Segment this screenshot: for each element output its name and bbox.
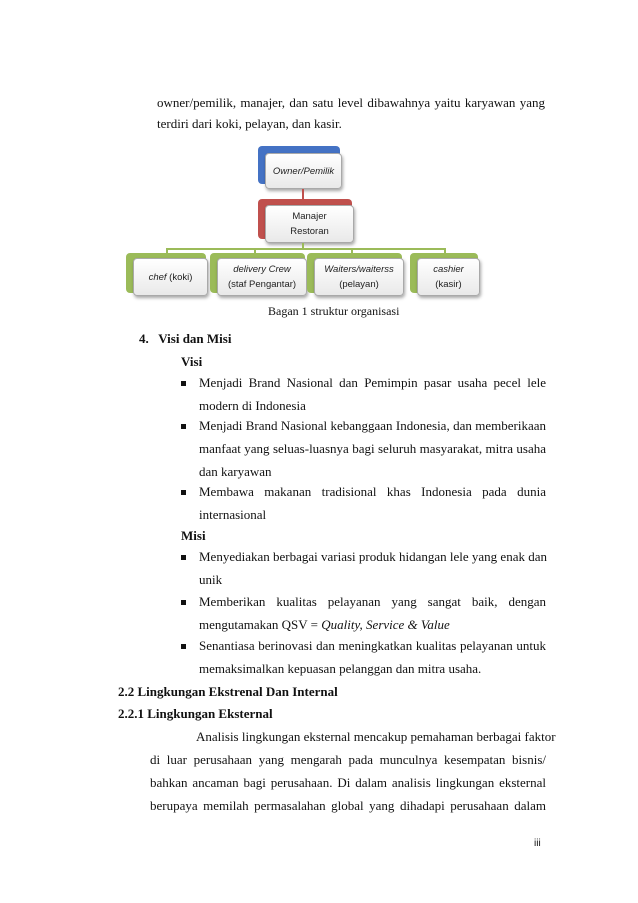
visi-3-line-1: Membawa makanan tradisional khas Indonesia pada dunia bbox=[199, 484, 546, 499]
chef-label-italic: chef bbox=[148, 271, 167, 283]
qsv-text: Quality, Service & Value bbox=[321, 617, 450, 632]
manager-label-1: Manajer bbox=[292, 211, 327, 222]
delivery-label-1: delivery Crew bbox=[233, 264, 291, 275]
cashier-label-1: cashier bbox=[433, 264, 464, 275]
misi-2-line-1: Memberikan kualitas pelayanan yang sangat baik, dengan bbox=[199, 594, 546, 609]
connector-horizontal bbox=[166, 248, 446, 250]
misi-3-line-2: memaksimalkan kepuasan pelanggan dan mitra usaha. bbox=[199, 661, 482, 676]
manager-label-2: Restoran bbox=[290, 226, 329, 237]
visi-2-line-1: Menjadi Brand Nasional kebanggaan Indonesia, dan memberikaan bbox=[199, 418, 546, 433]
chef-node bbox=[133, 258, 208, 296]
para-line-4: berupaya memilah permasalahan global yang dihadapi perusahaan dalam bbox=[150, 798, 546, 813]
waiters-label-1: Waiters/waiterss bbox=[324, 264, 394, 275]
page-number: iii bbox=[534, 838, 541, 849]
chef-label-rest: (koki) bbox=[166, 271, 193, 283]
para-line-1: Analisis lingkungan eksternal mencakup pemahaman berbagai faktor bbox=[196, 729, 556, 744]
waiters-label-2: (pelayan) bbox=[339, 279, 379, 290]
delivery-node bbox=[217, 258, 307, 296]
visi-1-line-2: modern di Indonesia bbox=[199, 398, 306, 413]
cashier-node bbox=[417, 258, 480, 296]
owner-label: Owner/Pemilik bbox=[272, 165, 335, 177]
misi-1-line-2: unik bbox=[199, 572, 223, 587]
visi-1-line-1: Menjadi Brand Nasional dan Pemimpin pasar usaha pecel lele bbox=[199, 375, 546, 390]
section-2-2-1-heading: 2.2.1 Lingkungan Eksternal bbox=[118, 706, 273, 721]
para-line-3: bahkan ancaman bagi perusahaan. Di dalam analisis lingkungan eksternal bbox=[150, 775, 546, 790]
visi-bullet-3 bbox=[181, 490, 186, 495]
misi-bullet-1 bbox=[181, 555, 186, 560]
waiters-node bbox=[314, 258, 404, 296]
visi-bullet-2 bbox=[181, 424, 186, 429]
visi-title: Visi bbox=[181, 354, 203, 369]
visi-3-line-2: internasional bbox=[199, 507, 267, 522]
chart-caption: Bagan 1 struktur organisasi bbox=[268, 304, 400, 318]
visi-2-line-2: manfaat yang seluas-luasnya bagi seluruh masyarakat, mitra usaha bbox=[199, 441, 546, 456]
delivery-label-2: (staf Pengantar) bbox=[227, 279, 297, 290]
visi-bullet-1 bbox=[181, 381, 186, 386]
misi-1-line-1: Menyediakan berbagai variasi produk hidangan lele yang enak dan bbox=[199, 549, 547, 564]
para-line-2: di luar perusahaan yang mengarah pada munculnya kesempatan bisnis/ bbox=[150, 752, 546, 767]
misi-bullet-2 bbox=[181, 600, 186, 605]
manager-node bbox=[265, 205, 354, 243]
misi-bullet-3 bbox=[181, 644, 186, 649]
misi-3-line-1: Senantiasa berinovasi dan meningkatkan kualitas pelayanan untuk bbox=[199, 638, 546, 653]
section-4-heading: 4. Visi dan Misi bbox=[139, 331, 232, 346]
misi-2-line-2: mengutamakan QSV = bbox=[199, 617, 322, 632]
section-2-2-heading: 2.2 Lingkungan Ekstrenal Dan Internal bbox=[118, 684, 338, 699]
intro-line-2: terdiri dari koki, pelayan, dan kasir. bbox=[157, 116, 342, 131]
intro-line-1: owner/pemilik, manajer, dan satu level dibawahnya yaitu karyawan yang bbox=[157, 95, 545, 110]
cashier-label-2: (kasir) bbox=[435, 279, 462, 290]
misi-title: Misi bbox=[181, 528, 206, 543]
visi-2-line-3: dan karyawan bbox=[199, 464, 272, 479]
owner-node bbox=[265, 153, 342, 189]
